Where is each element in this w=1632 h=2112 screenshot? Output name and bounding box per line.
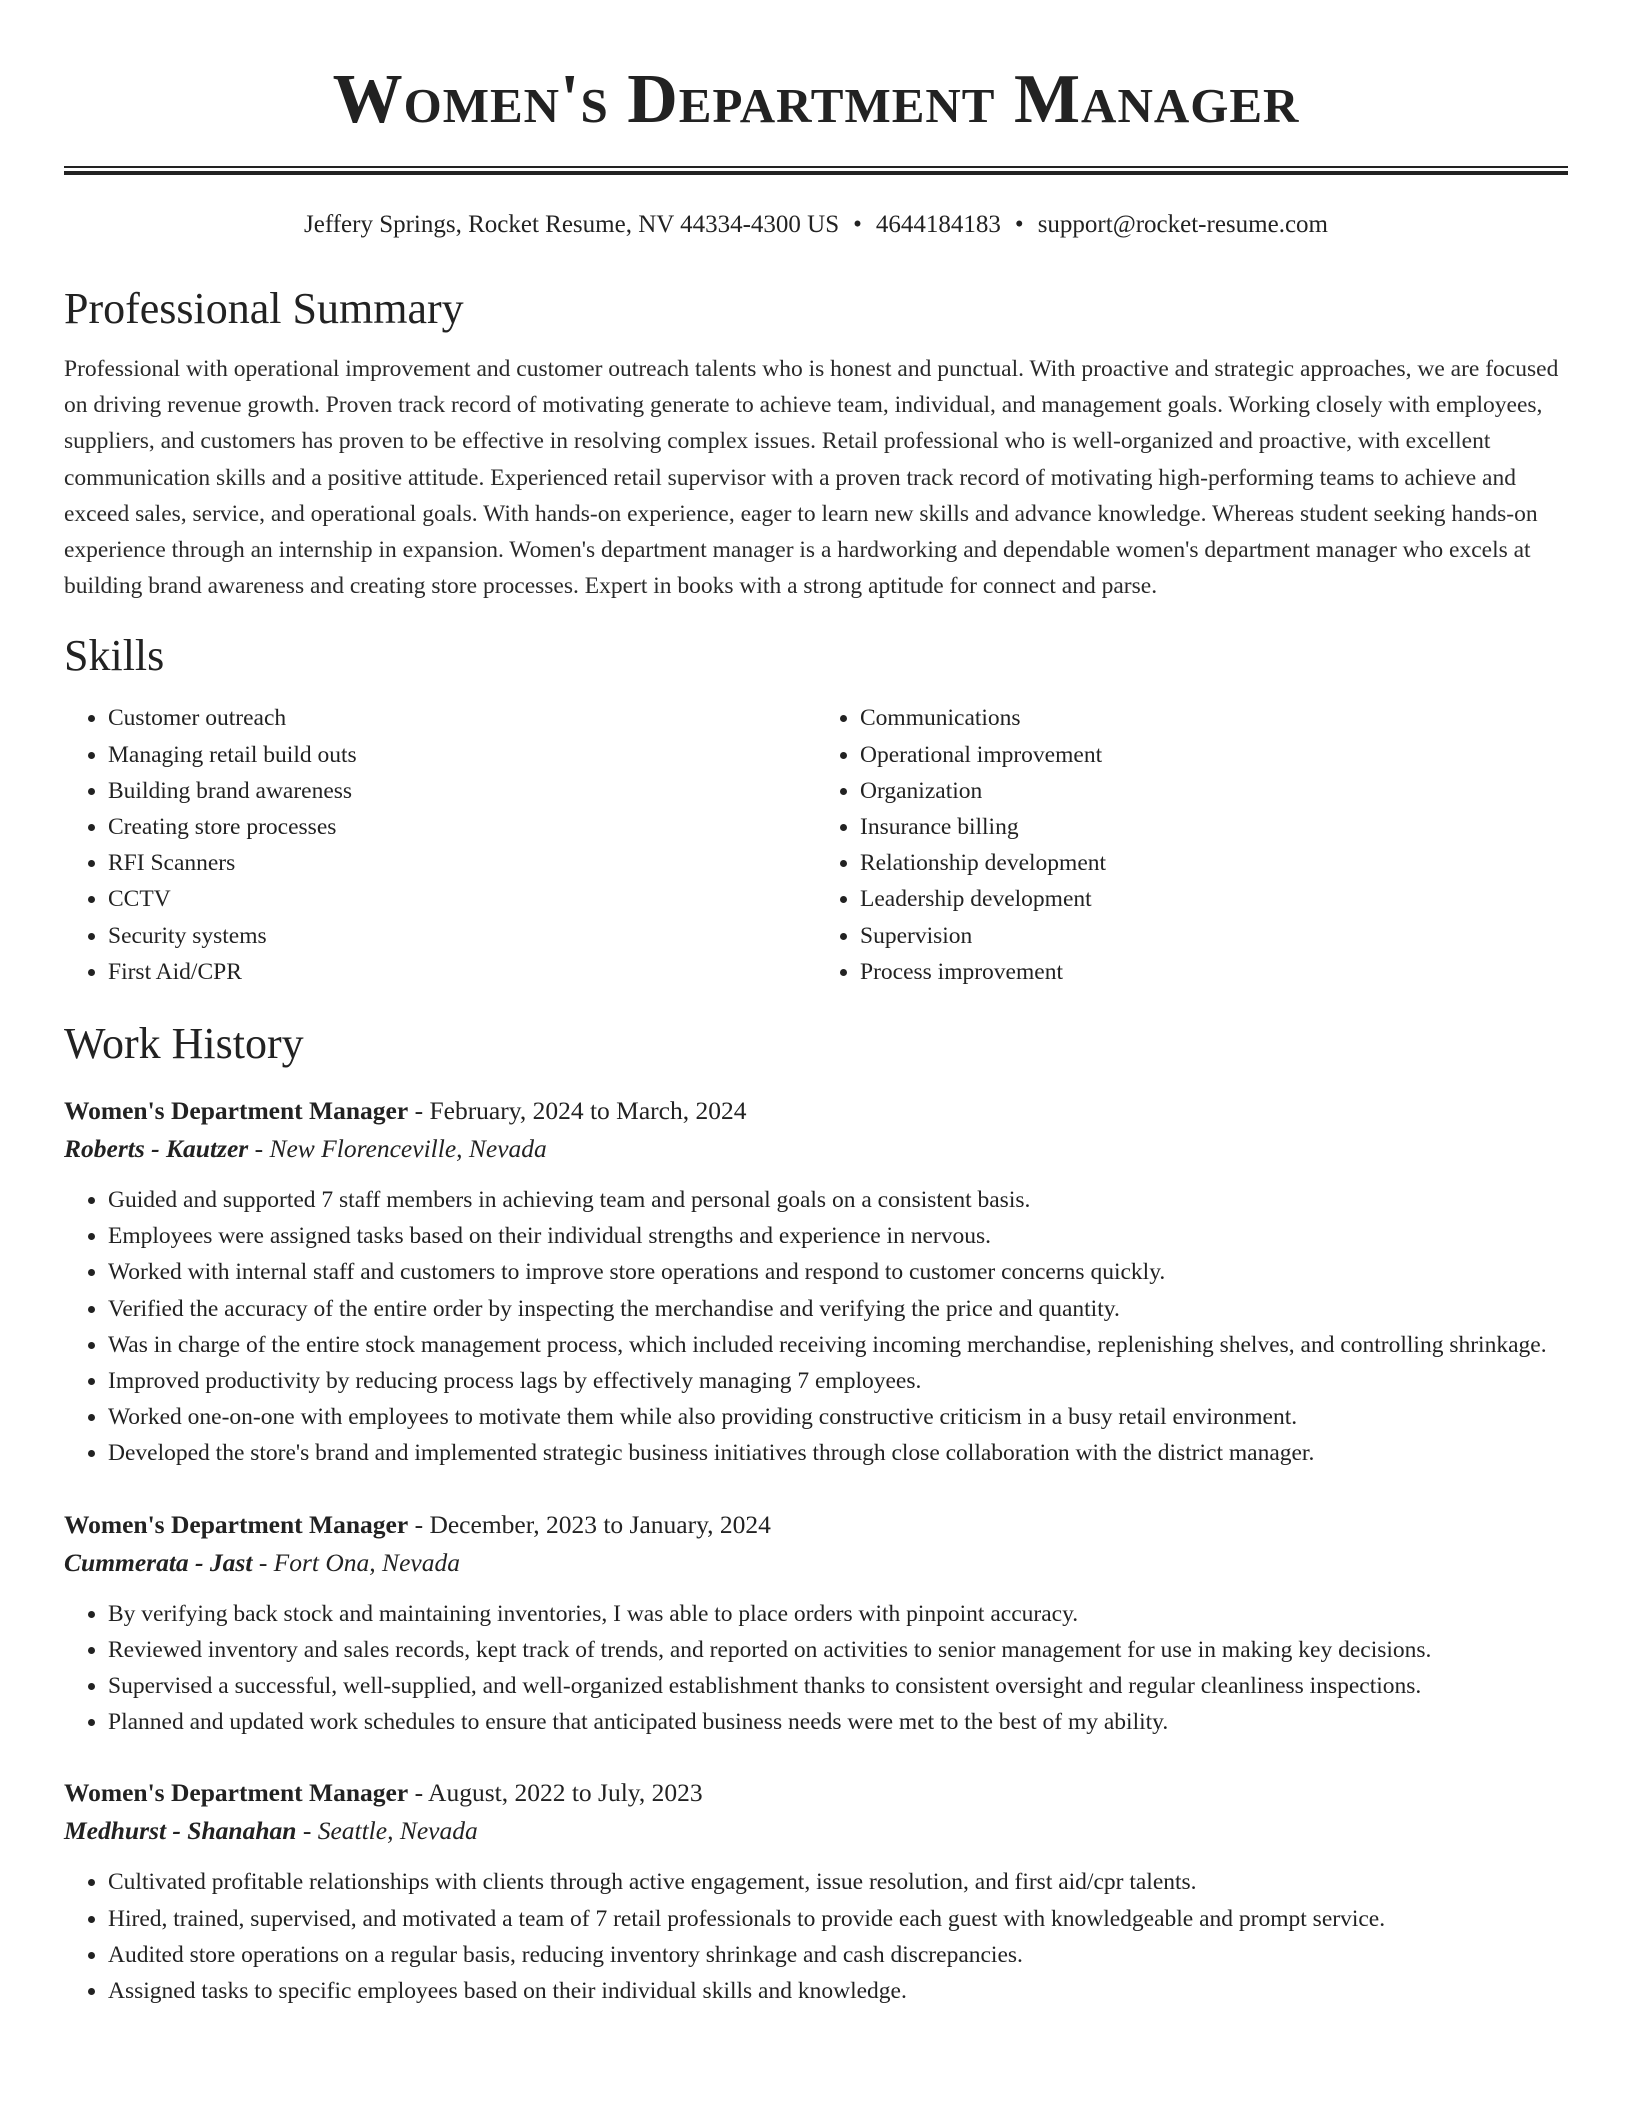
job-company: Medhurst - Shanahan: [64, 1816, 297, 1846]
job-duty: • Cultivated profitable relationships with clients through active engagement, issue resolution, and first aid/cpr talents.: [108, 1864, 1568, 1900]
job-entry: [64, 1774, 1568, 2009]
contact-line: [64, 209, 1568, 241]
contact-address: Jeffery Springs, Rocket Resume, NV 44334-4300 US: [304, 211, 840, 238]
job-duty: • Audited store operations on a regular basis, reducing inventory shrinkage and cash discrepancies.: [108, 1937, 1568, 1973]
job-header: [64, 1092, 1568, 1130]
contact-email: support@rocket-resume.com: [1037, 211, 1328, 238]
job-employer: [64, 1812, 1568, 1850]
skills-column-left: [64, 700, 816, 990]
job-duties: [64, 1596, 1568, 1741]
summary-heading: Professional Summary: [64, 284, 464, 333]
job-duty: • Worked one-on-one with employees to motivate them while also providing constructive criticism in a busy retail environment.: [108, 1399, 1568, 1435]
job-dates: - February, 2024 to March, 2024: [408, 1096, 747, 1126]
job-employer: [64, 1544, 1568, 1582]
job-duty: • Supervised a successful, well-supplied, and well-organized establishment thanks to consistent oversight and regular cleanliness inspections.: [108, 1668, 1568, 1704]
skills-column-right: [816, 700, 1568, 990]
skills-list: [64, 700, 1568, 990]
job-header: [64, 1506, 1568, 1544]
job-location: - New Florenceville, Nevada: [248, 1134, 547, 1164]
job-location: - Seattle, Nevada: [296, 1816, 478, 1846]
job-company: Roberts - Kautzer: [64, 1134, 249, 1164]
title-divider: [64, 166, 1568, 175]
skill-item: • First Aid/CPR: [108, 954, 816, 990]
skill-item: • Operational improvement: [860, 737, 1568, 773]
skill-item: • Supervision: [860, 918, 1568, 954]
contact-separator: •: [1014, 211, 1024, 238]
skill-item: • Communications: [860, 700, 1568, 736]
job-title: Women's Department Manager: [64, 1096, 409, 1126]
job-duty: • Employees were assigned tasks based on their individual strengths and experience in nervous.: [108, 1218, 1568, 1254]
job-title: Women's Department Manager: [64, 1509, 409, 1539]
skill-item: • Insurance billing: [860, 809, 1568, 845]
job-employer: [64, 1130, 1568, 1168]
contact-separator: •: [853, 211, 862, 238]
skill-item: • CCTV: [108, 881, 816, 917]
job-dates: - December, 2023 to January, 2024: [408, 1509, 771, 1539]
job-duty: • Developed the store's brand and implemented strategic business initiatives through close collaboration with the district manager.: [108, 1435, 1568, 1471]
skill-item: • Leadership development: [860, 881, 1568, 917]
job-duty: • Verified the accuracy of the entire order by inspecting the merchandise and verifying the price and quantity.: [108, 1291, 1568, 1327]
job-entry: [64, 1506, 1568, 1741]
skill-item: • Relationship development: [860, 845, 1568, 881]
job-duty: • Improved productivity by reducing process lags by effectively managing 7 employees.: [108, 1363, 1568, 1399]
job-header: [64, 1774, 1568, 1812]
skill-item: • Creating store processes: [108, 809, 816, 845]
job-duty: • Worked with internal staff and customers to improve store operations and respond to customer concerns quickly.: [108, 1254, 1568, 1290]
job-duty: • Planned and updated work schedules to ensure that anticipated business needs were met to the best of my ability.: [108, 1704, 1568, 1740]
skills-heading: Skills: [64, 631, 165, 681]
page-title: Women's Department Manager: [332, 61, 1300, 138]
skill-item: • Customer outreach: [108, 700, 816, 736]
work-history-heading: Work History: [64, 1019, 304, 1069]
job-entry: [64, 1092, 1568, 1472]
job-duties: [64, 1864, 1568, 2009]
job-location: - Fort Ona, Nevada: [252, 1547, 460, 1577]
skill-item: • Security systems: [108, 918, 816, 954]
job-company: Cummerata - Jast: [64, 1547, 253, 1577]
job-duty: • Hired, trained, supervised, and motivated a team of 7 retail professionals to provide each guest with knowledgeable and prompt service.: [108, 1901, 1568, 1937]
job-duty: • Reviewed inventory and sales records, kept track of trends, and reported on activities to senior management for use in making key decisions.: [108, 1632, 1568, 1668]
job-duties: [64, 1182, 1568, 1472]
skill-item: • RFI Scanners: [108, 845, 816, 881]
summary-text: Professional with operational improvement and customer outreach talents who is honest and punctual. With proactive and strategic approaches, we are focused on driving revenue growth. Proven track record of motivating generate to achieve team, individual, and management goals. Working closely with employees, suppliers, and customers has proven to be effective in resolving complex issues. Retail professional who is well-organized and proactive, with excellent communication skills and a positive attitude. Experienced retail supervisor with a proven track record of motivating high-performing teams to achieve and exceed sales, service, and operational goals. With hands-on experience, eager to learn new skills and advance knowledge. Whereas student seeking hands-on experience through an internship in expansion. Women's department manager is a hardworking and dependable women's department manager who excels at building brand awareness and creating store processes. Expert in books with a strong aptitude for connect and parse.: [64, 356, 1559, 600]
job-title: Women's Department Manager: [64, 1778, 409, 1808]
skill-item: • Organization: [860, 773, 1568, 809]
job-duty: • Guided and supported 7 staff members in achieving team and personal goals on a consistent basis.: [108, 1182, 1568, 1218]
contact-phone: 4644184183: [875, 211, 1001, 238]
job-duty: • Assigned tasks to specific employees based on their individual skills and knowledge.: [108, 1973, 1568, 2009]
skill-item: • Building brand awareness: [108, 773, 816, 809]
job-duty: • Was in charge of the entire stock management process, which included receiving incoming merchandise, replenishing shelves, and controlling shrinkage.: [108, 1327, 1568, 1363]
skill-item: • Managing retail build outs: [108, 737, 816, 773]
job-dates: - August, 2022 to July, 2023: [408, 1778, 703, 1808]
job-duty: • By verifying back stock and maintaining inventories, I was able to place orders with pinpoint accuracy.: [108, 1596, 1568, 1632]
skill-item: • Process improvement: [860, 954, 1568, 990]
